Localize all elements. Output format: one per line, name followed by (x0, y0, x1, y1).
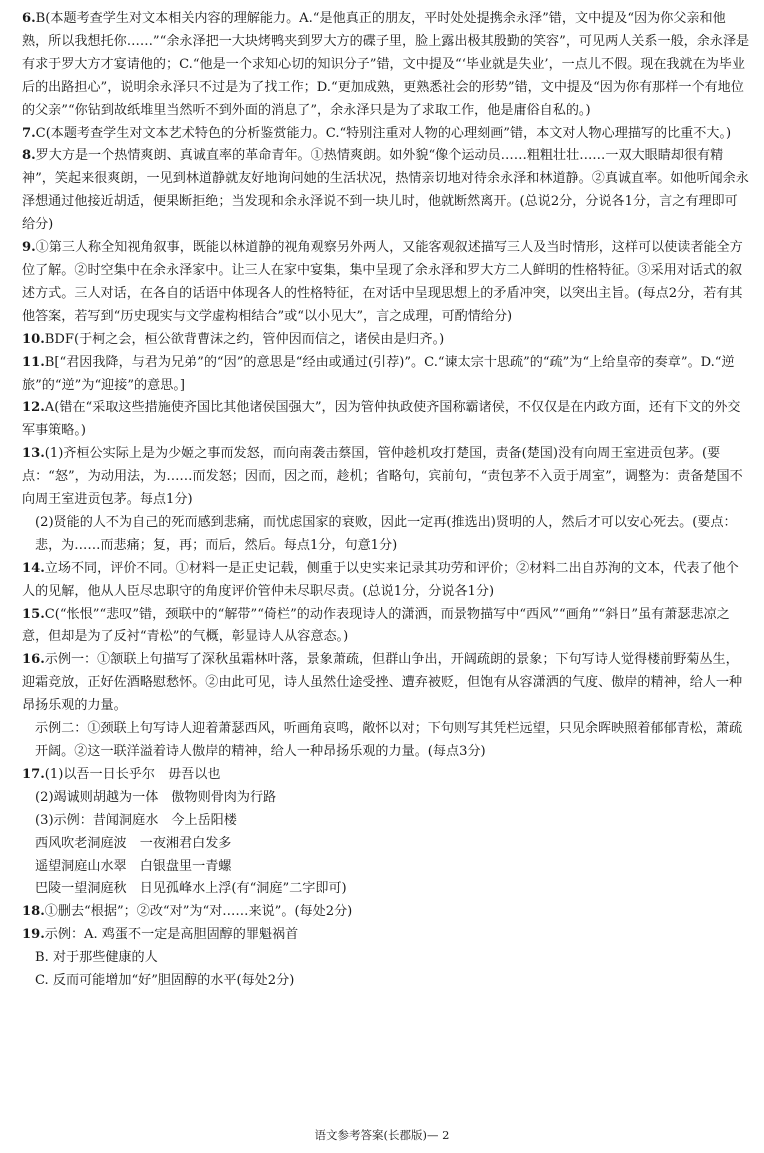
item-text: ①删去“根据”；②改“对”为“对……来说”。(每处2分) (44, 904, 353, 920)
answer-item-19 (22, 924, 750, 947)
item-text: 遥望洞庭山水翠 白银盘里一青螺 (35, 858, 232, 874)
item-text: (2)竭诚则胡越为一体 傲物则骨肉为行路 (35, 789, 277, 805)
item-text: B[“君因我降，与君为兄弟”的“因”的意思是“经由或通过(引荐)”。C.“谏太宗十思疏”的“疏”为“上给皇帝的奏章”。D.“逆旅”的“逆”为“迎接”的意思。] (22, 354, 735, 393)
item-number: 10. (22, 331, 45, 347)
answer-item-13-part2 (22, 512, 750, 558)
item-number: 19. (22, 927, 45, 943)
item-text: B(本题考查学生对文本相关内容的理解能力。A.“是他真正的朋友，平时处处提携余永泽”错，文中提及“因为你父亲和他熟，所以我想托你……”“余永泽把一大块烤鸭夹到罗大方的碟子里，脸上露出极其殷勤的笑容”，可见两人关系一般，余永泽是有求于罗大方才宴请他的；C.“他是一个求知心切的知识分子”错，文中提及“‘毕业就是失业’，一点儿不假。现在我就在为毕业后的出路担心”，说明余永泽只不过是为了找工作；D.“更加成熟，更熟悉社会的形势”错，文中提及“因为你有那样一个有地位的父亲”“你钻到故纸堆里当然听不到外面的消息了”，余永泽只是为了求取工作，他是庸俗自私的。) (22, 11, 750, 118)
answer-item-16 (22, 649, 750, 718)
item-text: 示例二：①颈联上句写诗人迎着萧瑟西风，听画角哀鸣，敞怀以对；下句则写其凭栏远望，只见余晖映照着郁郁青松，萧疏开阔。②这一联洋溢着诗人傲岸的精神，给人一种昂扬乐观的力量。(每点3分) (35, 721, 743, 759)
page-footer: 语文参考答案(长郡版)— 2 (314, 1128, 450, 1142)
item-text: (3)示例：昔闻洞庭水 今上岳阳楼 (35, 812, 237, 828)
item-text: A(错在“采取这些措施使齐国比其他诸侯国强大”，因为管仲执政使齐国称霸诸侯，不仅仅是在内政方面，还有下文的外交军事策略。) (22, 400, 741, 439)
poem-line (22, 833, 750, 856)
answer-list (22, 8, 750, 993)
item-text: 巴陵一望洞庭秋 日见孤峰水上浮(有“洞庭”二字即可) (35, 881, 347, 897)
item-number: 13. (22, 446, 45, 462)
item-text: BDF(于柯之会，桓公欲背曹沫之约，管仲因而信之，诸侯由是归齐。) (44, 331, 445, 347)
item-number: 11. (22, 354, 45, 370)
item-text: 示例一：①颔联上句描写了深秋虽霜林叶落，景象萧疏，但群山争出，开阔疏朗的景象；下句写诗人觉得楼前野菊丛生，迎霜竞放，正好佐酒略慰愁怀。②由此可见，诗人虽然仕途受挫、遭弃被贬，但饱有从容潇洒的气度、傲岸的精神，给人一种昂扬乐观的力量。 (22, 652, 743, 714)
answer-item-8 (22, 145, 750, 237)
item-number: 7. (22, 125, 36, 141)
answer-item-16-example2 (22, 718, 750, 764)
item-number: 8. (22, 148, 36, 164)
item-text: (1)齐桓公实际上是为少姬之事而发怒，而向南袭击蔡国，管仲趁机攻打楚国，责备(楚国)没有向周王室进贡包茅。(要点：“怒”，为动用法，为……而发怒；因而，因之而，趁机；省略句，宾前句，“责包茅不入贡于周室”，调整为：责备楚国不向周王室进贡包茅。每点1分) (22, 446, 743, 508)
item-number: 12. (22, 400, 45, 416)
item-text: B. 对于那些健康的人 (35, 950, 158, 966)
item-text: C(本题考查学生对文本艺术特色的分析鉴赏能力。C.“特别注重对人物的心理刻画”错，本文对人物心理描写的比重不大。) (35, 125, 732, 141)
item-text: ①第三人称全知视角叙事，既能以林道静的视角观察另外两人，又能客观叙述描写三人及当时情形，这样可以使读者能全方位了解。②时空集中在余永泽家中。让三人在家中宴集，集中呈现了余永泽和罗大方二人鲜明的性格特征。③采用对话式的叙述方式。三人对话，在各自的话语中体现各人的性格特征，在对话中呈现思想上的矛盾冲突，以突出主旨。(每点2分，若有其他答案，若写到“历史现实与文学虚构相结合”或“以小见大”，言之成理，可酌情给分) (22, 240, 743, 324)
item-text: 立场不同，评价不同。①材料一是正史记载，侧重于以史实来记录其功劳和评价；②材料二出自苏洵的文本，代表了他个人的见解，他从人臣尽忠职守的角度评价管仲未尽职尽责。(总说1分，分说各1分) (22, 560, 739, 599)
item-text: 示例：A. 鸡蛋不一定是高胆固醇的罪魁祸首 (44, 927, 299, 943)
answer-item-7 (22, 123, 750, 146)
item-text: 西风吹老洞庭波 一夜湘君白发多 (35, 835, 232, 851)
item-text: 罗大方是一个热情爽朗、真诚直率的革命青年。①热情爽朗。如外貌“像个运动员……粗粗壮壮……一双大眼睛却很有精神”，笑起来很爽朗，一见到林道静就友好地询问她的生活状况，热情亲切地对待余永泽和林道静。②真诚直率。如他听闻余永泽想通过他接近胡适，便果断拒绝；当发现和余永泽说不到一块儿时，他就断然离开。(总说2分，分说各1分，言之有理即可给分) (22, 148, 749, 233)
answer-item-17 (22, 764, 750, 787)
item-text: (2)贤能的人不为自己的死而感到悲痛，而忧虑国家的衰败，因此一定再(推选出)贤明的人，然后才可以安心死去。(要点：悲，为……而悲痛；复，再；而后，然后。每点1分，句意1分) (35, 514, 737, 553)
poem-line (22, 856, 750, 879)
answer-item-19-b (22, 947, 750, 970)
answer-item-18 (22, 901, 750, 924)
answer-item-19-c (22, 970, 750, 993)
item-number: 14. (22, 560, 45, 576)
item-number: 6. (22, 11, 36, 26)
answer-item-11 (22, 352, 750, 398)
item-text: C(“怅恨”“悲叹”错，颈联中的“解带”“倚栏”的动作表现诗人的潇洒，而景物描写中“西风”“画角”“斜日”虽有萧瑟悲凉之意，但却是为了反衬“青松”的气概，彰显诗人从容意态。) (22, 606, 730, 645)
answer-item-12 (22, 397, 750, 443)
answer-item-17-part2 (22, 787, 750, 810)
answer-item-6 (22, 8, 750, 123)
answer-item-15 (22, 604, 750, 650)
item-number: 15. (22, 606, 45, 622)
item-text: C. 反而可能增加“好”胆固醇的水平(每处2分) (35, 973, 295, 989)
item-text: (1)以吾一日长乎尔 毋吾以也 (44, 766, 221, 782)
answer-item-13 (22, 443, 750, 512)
answer-item-17-part3 (22, 810, 750, 833)
item-number: 16. (22, 652, 45, 668)
poem-line (22, 878, 750, 901)
item-number: 18. (22, 904, 45, 920)
answer-item-14 (22, 558, 750, 604)
item-number: 9. (22, 240, 36, 256)
item-number: 17. (22, 766, 45, 782)
answer-item-9 (22, 237, 750, 329)
answer-item-10 (22, 329, 750, 352)
